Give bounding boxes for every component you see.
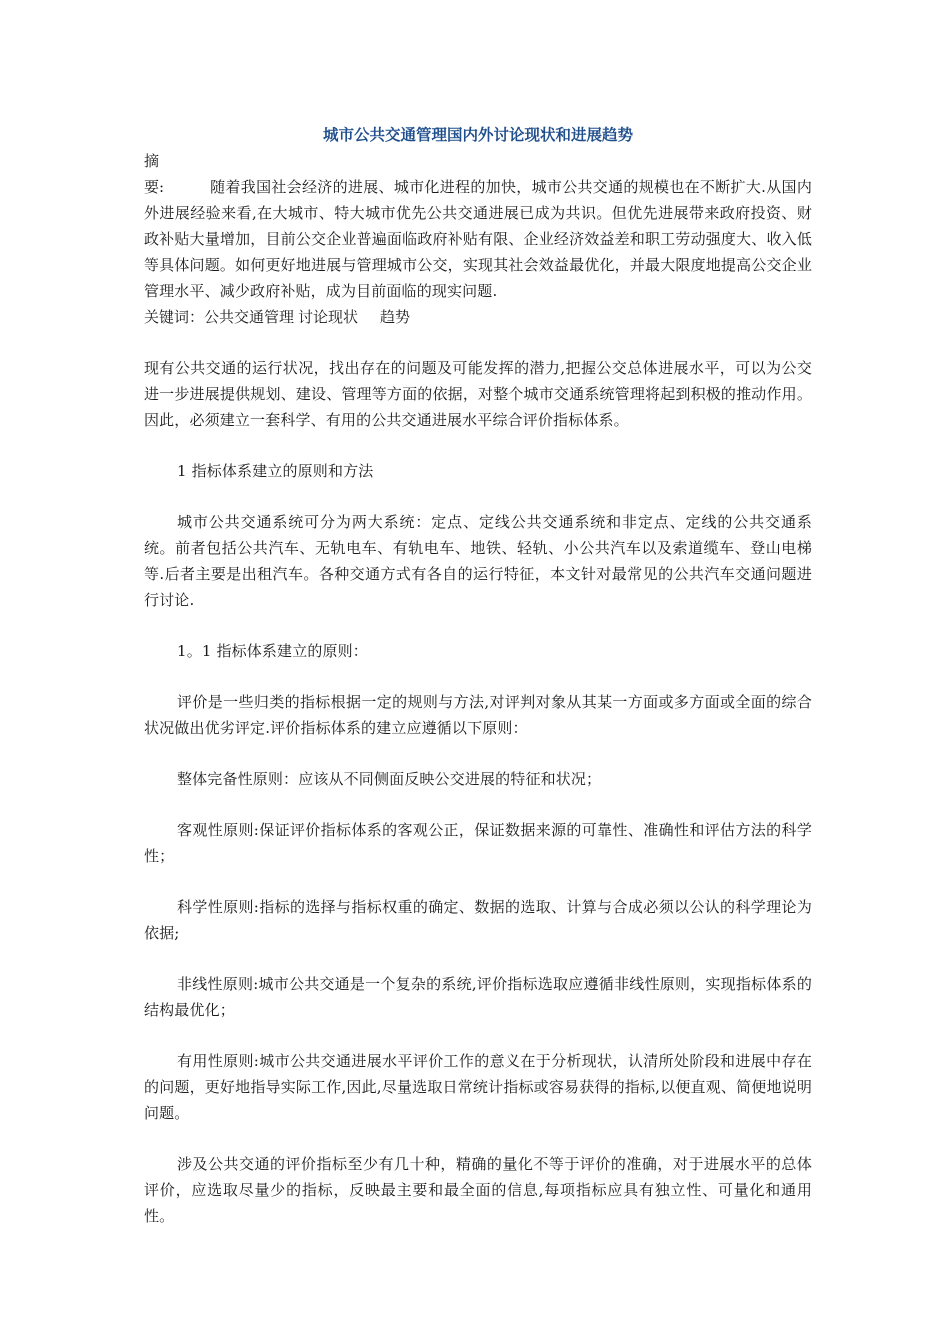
paragraph-evaluation: 评价是一些归类的指标根据一定的规则与方法,对评判对象从其某一方面或多方面或全面的综合状况做出优劣评定.评价指标体系的建立应遵循以下原则： bbox=[144, 693, 812, 737]
document-title: 城市公共交通管理国内外讨论现状和进展趋势 bbox=[322, 125, 633, 144]
principle-nonlinear: 非线性原则:城市公共交通是一个复杂的系统,评价指标选取应遵循非线性原则，实现指标体系的结构最优化； bbox=[144, 975, 812, 1019]
paragraph-intro: 现有公共交通的运行状况，找出存在的问题及可能发挥的潜力,把握公交总体进展水平，可以为公交进一步进展提供规划、建设、管理等方面的依据，对整个城市交通系统管理将起到积极的推动作用。因此，必须建立一套科学、有用的公共交通进展水平综合评价指标体系。 bbox=[144, 359, 812, 429]
principle-usefulness: 有用性原则:城市公共交通进展水平评价工作的意义在于分析现状，认清所处阶段和进展中存在的问题，更好地指导实际工作,因此,尽量选取日常统计指标或容易获得的指标,以便直观、简便地说明问题。 bbox=[144, 1052, 812, 1122]
keyword-2: 讨论现状 bbox=[298, 308, 359, 326]
keyword-3: 趋势 bbox=[380, 308, 411, 326]
paragraph-indicators: 涉及公共交通的评价指标至少有几十种，精确的量化不等于评价的准确，对于进展水平的总体评价，应选取尽量少的指标，反映最主要和最全面的信息,每项指标应具有独立性、可量化和通用性。 bbox=[144, 1155, 812, 1225]
section-heading-1: 1 指标体系建立的原则和方法 bbox=[177, 462, 374, 480]
section-heading-1-1: 1。1 指标体系建立的原则： bbox=[177, 642, 368, 660]
principle-objectivity: 客观性原则:保证评价指标体系的客观公正，保证数据来源的可靠性、准确性和评估方法的科学性； bbox=[144, 821, 812, 865]
abstract bbox=[144, 148, 812, 304]
document-page bbox=[144, 122, 812, 1229]
principle-scientific: 科学性原则:指标的选择与指标权重的确定、数据的选取、计算与合成必须以公认的科学理论为依据; bbox=[144, 898, 812, 942]
paragraph-systems: 城市公共交通系统可分为两大系统：定点、定线公共交通系统和非定点、定线的公共交通系统。前者包括公共汽车、无轨电车、有轨电车、地铁、轻轨、小公共汽车以及索道缆车、登山电梯等.后者主要是出租汽车。各种交通方式有各自的运行特征，本文针对最常见的公共汽车交通问题进行讨论. bbox=[144, 513, 812, 609]
keywords-line bbox=[144, 304, 812, 330]
principle-completeness: 整体完备性原则：应该从不同侧面反映公交进展的特征和状况； bbox=[177, 770, 602, 788]
keywords-label: 关键词： bbox=[144, 308, 205, 326]
abstract-label-b: 要: bbox=[144, 178, 165, 196]
abstract-text: 随着我国社会经济的进展、城市化进程的加快，城市公共交通的规模也在不断扩大.从国内外进展经验来看,在大城市、特大城市优先公共交通进展已成为共识。但优先进展带来政府投资、财政补贴大量增加，目前公交企业普遍面临政府补贴有限、企业经济效益差和职工劳动强度大、收入低等具体问题。如何更好地进展与管理城市公交，实现其社会效益最优化，并最大限度地提高公交企业管理水平、减少政府补贴，成为目前面临的现实问题. bbox=[144, 178, 812, 300]
keyword-1: 公共交通管理 bbox=[204, 308, 295, 326]
abstract-label bbox=[144, 148, 210, 200]
abstract-label-a: 摘 bbox=[144, 152, 176, 170]
